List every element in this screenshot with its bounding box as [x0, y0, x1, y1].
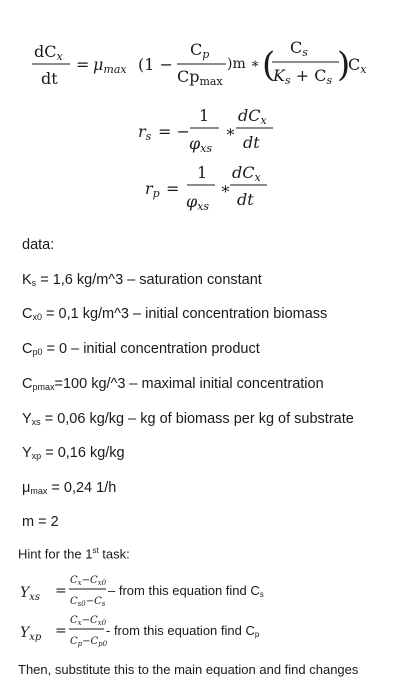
- yxs-note: – from this equation find Cs: [108, 583, 264, 599]
- param-subscript: p0: [32, 347, 43, 357]
- eq1-lhs-den: dt: [41, 69, 58, 88]
- yxp-note: - from this equation find Cp: [106, 623, 260, 639]
- param-ks: [22, 271, 262, 292]
- data-heading: data:: [22, 237, 55, 253]
- hint-final: Then, substitute this to the main equation and find changes: [18, 662, 359, 677]
- param-symbol: Y: [22, 411, 32, 427]
- yxs-num: $C_x-C_{x0}$: [70, 575, 107, 587]
- param-yxp: [22, 444, 125, 465]
- param-subscript: max: [30, 486, 48, 496]
- param-text: = 0,24 1/h: [47, 480, 117, 496]
- yxs-den: $C_{s0}-C_s$: [70, 596, 106, 608]
- eq1-mu: μmax: [93, 55, 127, 76]
- hint-prefix: Hint for the 1: [18, 546, 93, 562]
- eq3-dfrac-den: dt: [237, 190, 254, 209]
- eq3-equals: =: [166, 179, 180, 198]
- hint-heading: [18, 546, 130, 561]
- eq1-equals: =: [76, 55, 90, 74]
- eq2-frac-den: φxs: [189, 134, 213, 155]
- param-text: = 0,16 kg/kg: [41, 445, 125, 461]
- param-text: = 0,06 kg/kg – kg of biomass per kg of substrate: [40, 411, 354, 427]
- yxp-equals: =: [55, 623, 67, 639]
- param-symbol: C: [22, 341, 33, 357]
- param-symbol: C: [22, 376, 33, 392]
- eq2-dfrac-num: dCx: [238, 106, 267, 127]
- yxp-num: $C_x-C_{x0}$: [70, 615, 107, 627]
- eq2-equals: = −: [158, 122, 190, 141]
- eq1-power: )m ∗: [227, 56, 260, 72]
- eq1-frac2-den: Ks + Cs: [273, 66, 333, 87]
- param-subscript: xs: [31, 417, 41, 427]
- eq2-dfrac-den: dt: [243, 133, 260, 152]
- param-mumax: [22, 479, 116, 500]
- param-subscript: xp: [31, 451, 42, 461]
- eq1-one-minus: (1 −: [138, 55, 173, 74]
- eq3-times: ∗: [220, 179, 231, 198]
- eq1-frac1-den: Cpmax: [177, 67, 223, 88]
- yxs-equals: =: [55, 583, 67, 599]
- equations-svg: [0, 0, 403, 225]
- eq1-paren-open: (: [262, 45, 276, 85]
- param-symbol: μ: [22, 480, 31, 496]
- eq2-lhs: rs: [138, 122, 152, 143]
- param-text: = 0 – initial concentration product: [42, 341, 260, 357]
- param-symbol: Y: [22, 445, 32, 461]
- rs-equation: [138, 106, 273, 155]
- param-symbol: C: [22, 306, 33, 322]
- param-symbol: m: [22, 514, 35, 530]
- eq1-lhs-num: dCx: [34, 42, 63, 63]
- param-text: = 0,1 kg/m^3 – initial concentration biomass: [42, 306, 328, 322]
- yxs-lhs: $Y_{xs}$: [20, 585, 41, 603]
- param-cpmax: [22, 375, 324, 396]
- yxp-equation: [20, 615, 260, 648]
- param-symbol: K: [22, 272, 32, 288]
- yxs-equation: [20, 575, 264, 608]
- param-text: =100 kg/^3 – maximal initial concentration: [54, 376, 324, 392]
- param-cp0: [22, 340, 260, 361]
- eq1-frac1-num: Cp: [190, 40, 210, 61]
- yxp-den: $C_p-C_{p0}$: [70, 636, 108, 648]
- eq3-lhs: rp: [145, 179, 160, 200]
- eq3-frac-den: φxs: [186, 192, 210, 213]
- param-cx0: [22, 305, 327, 326]
- rp-equation: [145, 163, 267, 213]
- param-text: = 2: [34, 514, 59, 530]
- growth-equation: [32, 38, 367, 88]
- param-subscript: x0: [32, 312, 42, 322]
- param-text: = 1,6 kg/m^3 – saturation constant: [36, 272, 262, 288]
- eq2-frac-num: 1: [199, 106, 210, 125]
- eq2-times: ∗: [225, 122, 236, 141]
- eq1-paren-close: ): [337, 45, 351, 85]
- eq1-frac2-num: Cs: [290, 38, 308, 59]
- eq3-dfrac-num: dCx: [232, 163, 261, 184]
- eq3-frac-num: 1: [197, 163, 208, 182]
- param-m: [22, 513, 59, 531]
- param-subscript: pmax: [32, 382, 55, 392]
- param-yxs: [22, 410, 354, 431]
- yxp-lhs: $Y_{xp}$: [20, 625, 42, 643]
- hint-suffix: task:: [98, 546, 130, 562]
- hint-sup: st: [92, 546, 99, 555]
- equations-block: [0, 0, 403, 225]
- param-subscript: s: [31, 278, 37, 288]
- eq1-tail: Cx: [348, 55, 367, 76]
